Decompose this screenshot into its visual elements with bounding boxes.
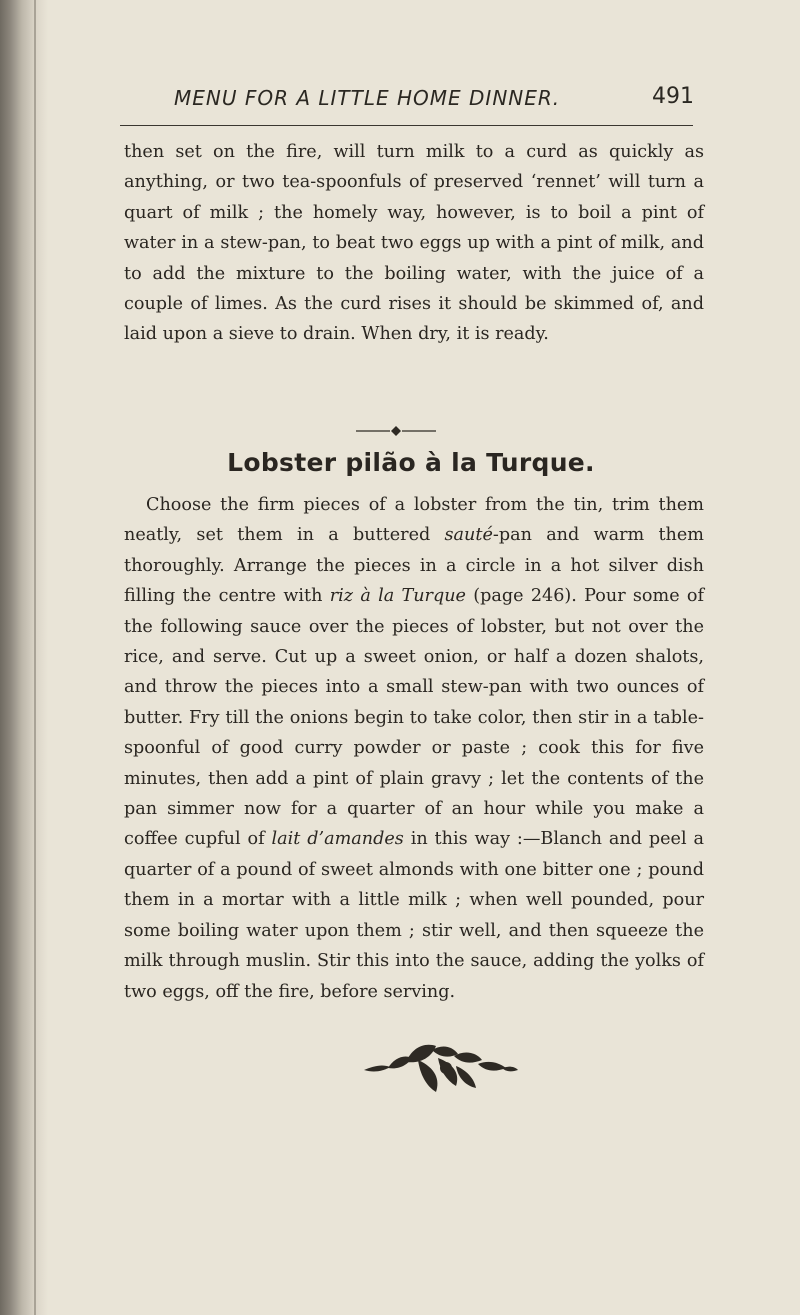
header-rule <box>120 125 693 126</box>
recipe-text-segment: in this way :—Blanch and peel a quarter of a pound of sweet almonds with one bitter one ; pound them in a mortar with a little milk ; when well pounded, pour some boiling water upon them ; stir well, and then squeeze the milk through muslin. Stir this into the sauce, adding the yolks of two eggs, off the fire, before serving. <box>124 829 704 1002</box>
page-number: 491 <box>652 84 694 109</box>
recipe-title: Lobster pilão à la Turque. <box>227 448 595 477</box>
section-divider-ornament <box>354 424 438 438</box>
recipe-text-segment: -pan and warm them thoroughly. Arrange the pieces in a circle in a hot silver dish filling the centre with <box>124 525 704 607</box>
tailpiece-ornament <box>360 1040 520 1094</box>
recipe-text-segment: Choose the firm pieces of a lobster from the tin, trim them neatly, set them in a buttered <box>124 495 704 546</box>
intro-text-block <box>124 137 704 350</box>
intro-paragraph: then set on the fire, will turn milk to a curd as quickly as anything, or two tea-spoonfuls of preserved ‘rennet’ will turn a quart of milk ; the homely way, however, is to boil a pint of water in a stew-pan, to beat two eggs up with a pint of milk, and to add the mixture to the boiling water, with the juice of a couple of limes. As the curd rises it should be skimmed of, and laid upon a sieve to drain. When dry, it is ready. <box>124 142 704 345</box>
recipe-italic-term: riz à la Turque <box>329 586 466 607</box>
recipe-text-segment: (page 246). Pour some of the following sauce over the pieces of lobster, but not over the rice, and serve. Cut up a sweet onion, or half a dozen shalots, and throw the pieces into a small stew-pan with two ounces of butter. Fry till the onions begin to take color, then stir in a table-spoonful of good curry powder or paste ; cook this for five minutes, then add a pint of plain gravy ; let the contents of the pan simmer now for a quarter of an hour while you make a coffee cupful of <box>124 586 704 850</box>
recipe-italic-term: lait d’amandes <box>271 829 404 850</box>
running-title: MENU FOR A LITTLE HOME DINNER. <box>174 86 561 110</box>
recipe-italic-term: sauté <box>444 525 493 546</box>
running-head <box>120 86 702 116</box>
recipe-paragraph <box>124 490 704 1007</box>
